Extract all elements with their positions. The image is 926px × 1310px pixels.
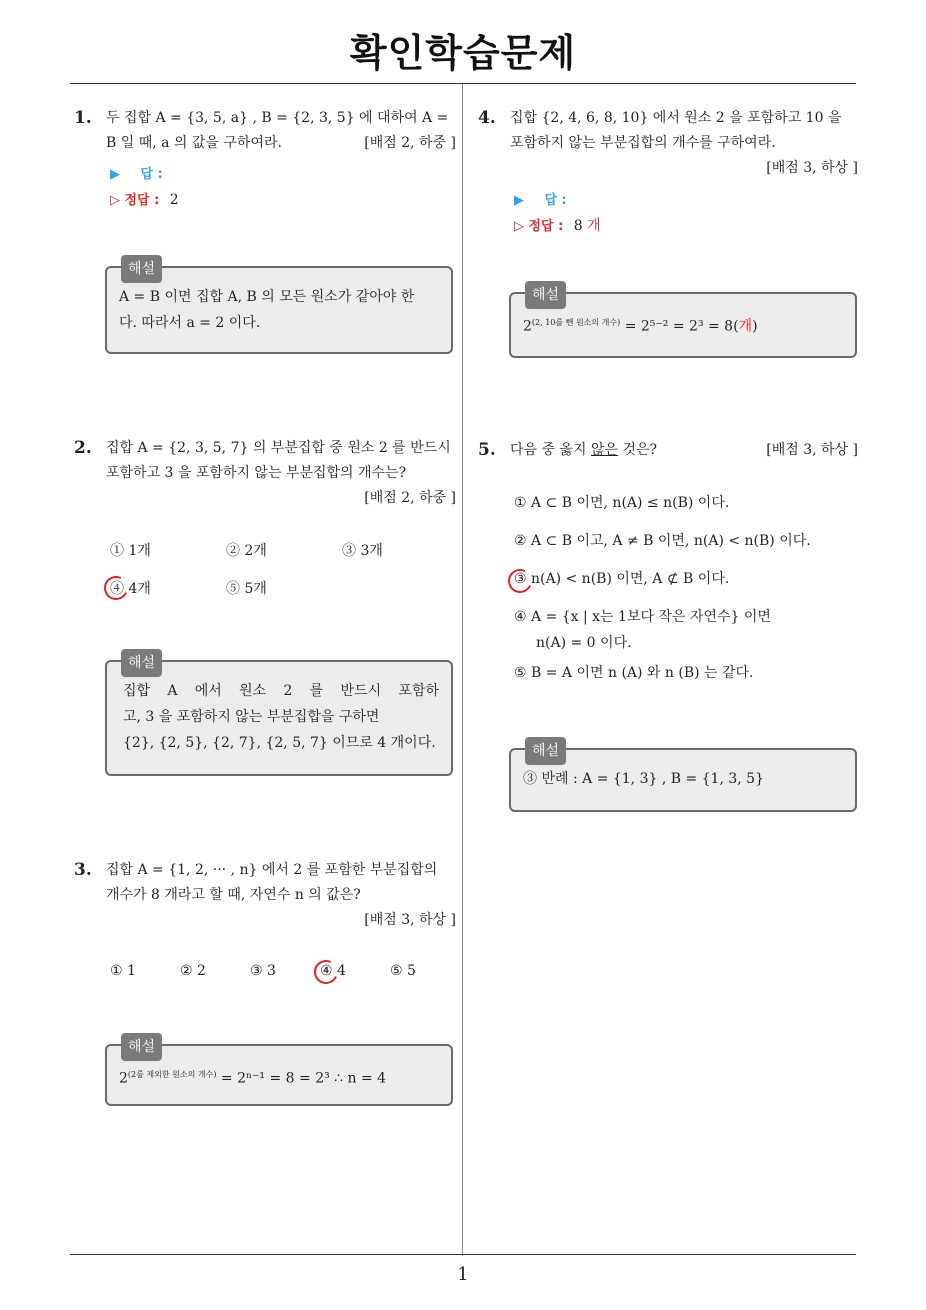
score-label: [배점 3, 하상 ]	[766, 442, 858, 458]
explanation-text: ③ 반례 : A = {1, 3} , B = {1, 3, 5}	[523, 771, 764, 787]
correct-value: 8	[573, 218, 583, 234]
page-number: 1	[457, 1264, 469, 1285]
explanation-tab: 해설	[525, 737, 566, 765]
option-1[interactable]: ① 1	[110, 963, 136, 979]
answer-label: 답 :	[140, 167, 163, 182]
option-3[interactable]: ③ 3	[250, 963, 276, 979]
explanation-text: 다. 따라서 a = 2 이다.	[119, 315, 261, 331]
formula-rest: = 2ⁿ⁻¹ = 8 = 2³ ∴ n = 4	[216, 1070, 387, 1087]
top-divider	[70, 83, 856, 84]
formula-exponent: (2, 10를 뺀 원소의 개수)	[531, 318, 621, 327]
question-2	[74, 436, 456, 516]
option-3[interactable]: ③ 3개	[342, 543, 383, 559]
question-5	[478, 438, 858, 468]
explanation-tab: 해설	[121, 255, 162, 283]
option-4[interactable]: ④ A = {x | x는 1보다 작은 자연수} 이면	[514, 609, 771, 625]
question-line: 것은?	[618, 442, 658, 458]
play-icon: ▶	[514, 193, 524, 208]
play-icon: ▶	[110, 167, 120, 182]
question-line: 집합 {2, 4, 6, 8, 10} 에서 원소 2 을 포함하고 10 을	[510, 110, 842, 126]
explanation-box	[105, 655, 453, 776]
page-title: 확인학습문제	[349, 31, 577, 75]
question-number: 1.	[74, 108, 92, 128]
bottom-divider	[70, 1254, 856, 1255]
explanation-box	[105, 1039, 453, 1106]
explanation-text: A = B 이면 집합 A, B 의 모든 원소가 같아야 한	[119, 289, 415, 305]
formula-base: 2	[523, 318, 532, 335]
question-text	[106, 436, 456, 511]
formula-unit: 개	[738, 318, 753, 335]
correct-answer-line	[514, 214, 601, 239]
answer-label: 답 :	[544, 193, 567, 208]
question-number: 3.	[74, 860, 92, 880]
correct-label: 정답 :	[528, 219, 564, 234]
option-3[interactable]: ③ n(A) < n(B) 이면, A ⊄ B 이다.	[514, 571, 730, 587]
explanation-text	[119, 1062, 439, 1092]
option-2[interactable]: ② 2	[180, 963, 206, 979]
option-5[interactable]: ⑤ B = A 이면 n (A) 와 n (B) 는 같다.	[514, 665, 754, 681]
question-line: B 일 때, a 의 값을 구하여라.	[106, 135, 282, 151]
explanation-tab: 해설	[525, 281, 566, 309]
formula-base: 2	[119, 1070, 128, 1087]
question-line: 개수가 8 개라고 할 때, 자연수 n 의 값은?	[106, 887, 361, 903]
option-list	[514, 490, 854, 686]
question-3	[74, 858, 456, 938]
question-number: 4.	[478, 108, 496, 128]
correct-answer-line	[110, 188, 179, 213]
option-4-continued: n(A) = 0 이다.	[536, 635, 632, 651]
question-number: 2.	[74, 438, 92, 458]
correct-value: 2	[169, 192, 179, 208]
question-4	[478, 106, 858, 236]
option-5[interactable]: ⑤ 5개	[226, 581, 267, 597]
question-line: 다음 중 옳지	[510, 442, 591, 458]
explanation-box	[509, 743, 857, 812]
question-line: 두 집합 A = {3, 5, a} , B = {2, 3, 5} 에 대하여 A =	[106, 110, 449, 126]
score-label: [배점 3, 하상 ]	[364, 912, 456, 928]
correct-label: 정답 :	[124, 193, 160, 208]
question-line: 포함하고 3 을 포함하지 않는 부분집합의 개수는?	[106, 465, 407, 481]
question-line: 집합 A = {2, 3, 5, 7} 의 부분집합 중 원소 2 를 반드시	[106, 440, 451, 456]
question-text	[106, 858, 456, 933]
question-text	[106, 106, 456, 156]
explanation-text: {2}, {2, 5}, {2, 7}, {2, 5, 7} 이므로 4 개이다.	[123, 735, 436, 751]
formula-exponent: (2를 제외한 원소의 개수)	[127, 1070, 217, 1079]
option-5[interactable]: ⑤ 5	[390, 963, 416, 979]
explanation-text: 집합 A 에서 원소 2 를 반드시 포함하	[123, 683, 439, 699]
option-2[interactable]: ② A ⊂ B 이고, A ≠ B 이면, n(A) < n(B) 이다.	[514, 533, 811, 549]
column-divider	[462, 84, 463, 1256]
answer-line	[110, 162, 163, 187]
option-1[interactable]: ① 1개	[110, 543, 151, 559]
option-4[interactable]: ④ 4개	[110, 581, 151, 597]
option-2[interactable]: ② 2개	[226, 543, 267, 559]
selected-answer-mark	[311, 957, 342, 988]
question-number: 5.	[478, 440, 496, 460]
explanation-tab: 해설	[121, 649, 162, 677]
score-label: [배점 2, 하중 ]	[364, 135, 456, 151]
question-1	[74, 106, 456, 216]
score-label: [배점 2, 하중 ]	[364, 490, 456, 506]
explanation-text: 고, 3 을 포함하지 않는 부분집합을 구하면	[123, 709, 380, 725]
question-text	[510, 106, 858, 181]
explanation-box	[509, 287, 857, 358]
correct-unit: 개	[587, 218, 601, 234]
option-1[interactable]: ① A ⊂ B 이면, n(A) ≤ n(B) 이다.	[514, 495, 730, 511]
triangle-outline-icon: ▷	[110, 193, 120, 208]
question-line: 집합 A = {1, 2, ··· , n} 에서 2 를 포함한 부분집합의	[106, 862, 438, 878]
score-label: [배점 3, 하상 ]	[766, 160, 858, 176]
explanation-text	[523, 310, 843, 340]
explanation-tab: 해설	[121, 1033, 162, 1061]
option-4[interactable]: ④ 4	[320, 963, 346, 979]
formula-rest: = 2⁵⁻² = 2³ = 8(	[620, 318, 739, 335]
triangle-outline-icon: ▷	[514, 219, 524, 234]
explanation-box	[105, 261, 453, 354]
question-line: 포함하지 않는 부분집합의 개수를 구하여라.	[510, 135, 776, 151]
answer-line	[514, 188, 567, 213]
formula-close: )	[752, 318, 758, 335]
underlined-word: 않은	[590, 442, 619, 458]
